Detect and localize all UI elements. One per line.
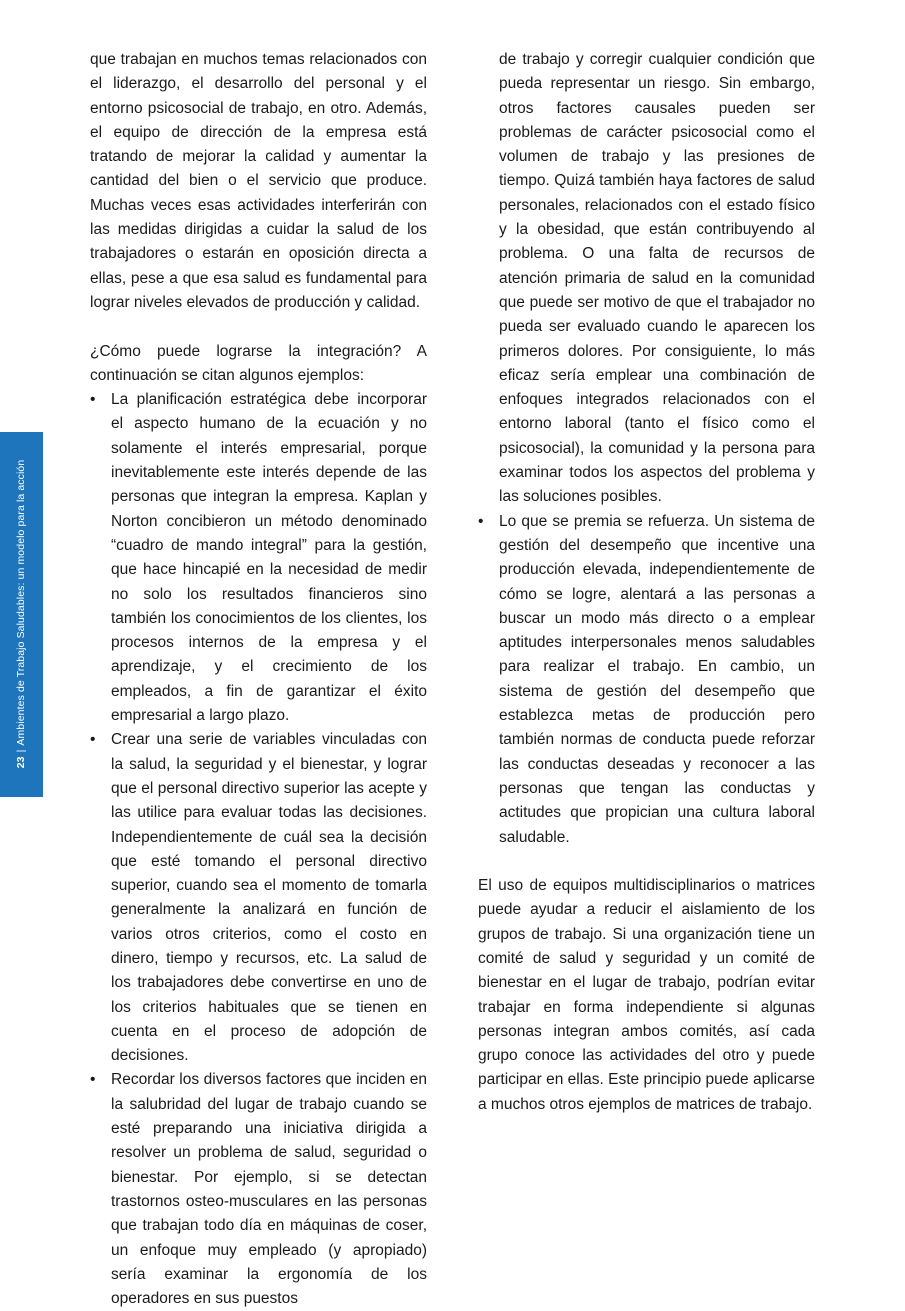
paragraph-intro: que trabajan en muchos temas relacionados con el liderazgo, el desarrollo del personal y el entorno psicosocial de trabajo, en otro. Además, el equipo de dirección de la empresa está tratando de mejorar la calidad y aumentar la cantidad del bien o el servicio que produce. Muchas veces esas actividades interferirán con las medidas dirigidas a cuidar la salud de los trabajadores o estarán en oposición directa a ellas, pese a que esa salud es fundamental para lograr niveles elevados de producción y calidad. bbox=[90, 51, 427, 311]
page-number: 23 bbox=[15, 756, 27, 769]
bullet-item-strategic-planning: • La planificación estratégica debe incorporar el aspecto humano de la ecuación y no solamente el interés empresarial, porque inevitablemente este interés depende de las personas que integran la empresa. Kaplan y Norton concibieron un método denominado “cuadro de mando integral” para la gestión, que hace hincapié en la necesidad de medir no solo los resultados financieros sino también los conocimientos de los clientes, los procesos internos de la empresa y el aprendizaje, y el crecimiento de los empleados, a fin de garantizar el éxito empresarial a largo plazo. bbox=[90, 388, 427, 728]
running-header bbox=[15, 460, 27, 769]
bullet-continuation bbox=[478, 48, 815, 510]
header-separator: | bbox=[15, 749, 27, 753]
paragraph-multidisciplinary: El uso de equipos multidisciplinarios o matrices puede ayudar a reducir el aislamiento de los grupos de trabajo. Si una organización tiene un comité de salud y seguridad y un comité de bienestar en el lugar de trabajo, podrían evitar trabajar en forma independiente si algunas personas integran ambos comités, así cada grupo conoce las actividades del otro y puede participar en ellas. Este principio puede aplicarse a muchos otros ejemplos de matrices de trabajo. bbox=[478, 877, 815, 1113]
bullet-item-reward-reinforce: • Lo que se premia se refuerza. Un sistema de gestión del desempeño que incentive una producción elevada, independientemente de cómo se logre, alentará a las personas a buscar un modo más directo o a emplear aptitudes interpersonales menos saludables para realizar el trabajo. En cambio, un sistema de gestión del desempeño que establezca metas de producción pero también normas de conducta puede reforzar las conductas deseadas y reconocer a las personas que tengan las conductas y actitudes que propician una cultura laboral saludable. bbox=[478, 510, 815, 850]
running-title: Ambientes de Trabajo Saludables: un modelo para la acción bbox=[15, 459, 27, 746]
bullet-list-right bbox=[478, 48, 815, 850]
paragraph-question: ¿Cómo puede lograrse la integración? A continuación se citan algunos ejemplos: bbox=[90, 342, 427, 384]
bullet-item-workplace-factors: • Recordar los diversos factores que inciden en la salubridad del lugar de trabajo cuando se esté preparando una iniciativa dirigida a resolver un problema de salud, seguridad o bienestar. Por ejemplo, si se detectan trastornos osteo-musculares en las personas que trabajan todo día en máquinas de coser, un enfoque muy empleado (y apropiado) sería examinar la ergonomía de los operadores en sus puestos bbox=[90, 1068, 427, 1311]
bullet-item-health-variables: • Crear una serie de variables vinculadas con la salud, la seguridad y el bienestar, y lograr que el personal directivo superior las acepte y las utilice para evaluar todas las decisiones. Independientemente de cuál sea la decisión que esté tomando el personal directivo superior, cuando sea el momento de tomarla generalmente la analizará en función de varios otros criterios, como el costo en dinero, tiempo y recursos, etc. La salud de los trabajadores debe convertirse en uno de los criterios habituales que se tienen en cuenta en el proceso de adopción de decisiones. bbox=[90, 728, 427, 1068]
continuation-text: de trabajo y corregir cualquier condición que pueda representar un riesgo. Sin embargo, otros factores causales pueden ser problemas de carácter psicosocial como el volumen de trabajo y las presiones de tiempo. Quizá también haya factores de salud personales, relacionados con el estado físico y la obesidad, que están contribuyendo al problema. O una falta de recursos de atención primaria de salud en la comunidad que puede ser motivo de que el trabajador no pueda ser evaluado cuando le aparecen los primeros dolores. Por consiguiente, lo más eficaz sería emplear una combinación de enfoques integrados relacionados con el entorno laboral (tanto el físico como el psicosocial), la comunidad y la persona para examinar todos los aspectos del problema y las soluciones posibles. bbox=[499, 51, 815, 506]
right-column bbox=[478, 48, 815, 1117]
bullet-list-left bbox=[90, 388, 427, 1311]
left-column bbox=[90, 48, 427, 1311]
